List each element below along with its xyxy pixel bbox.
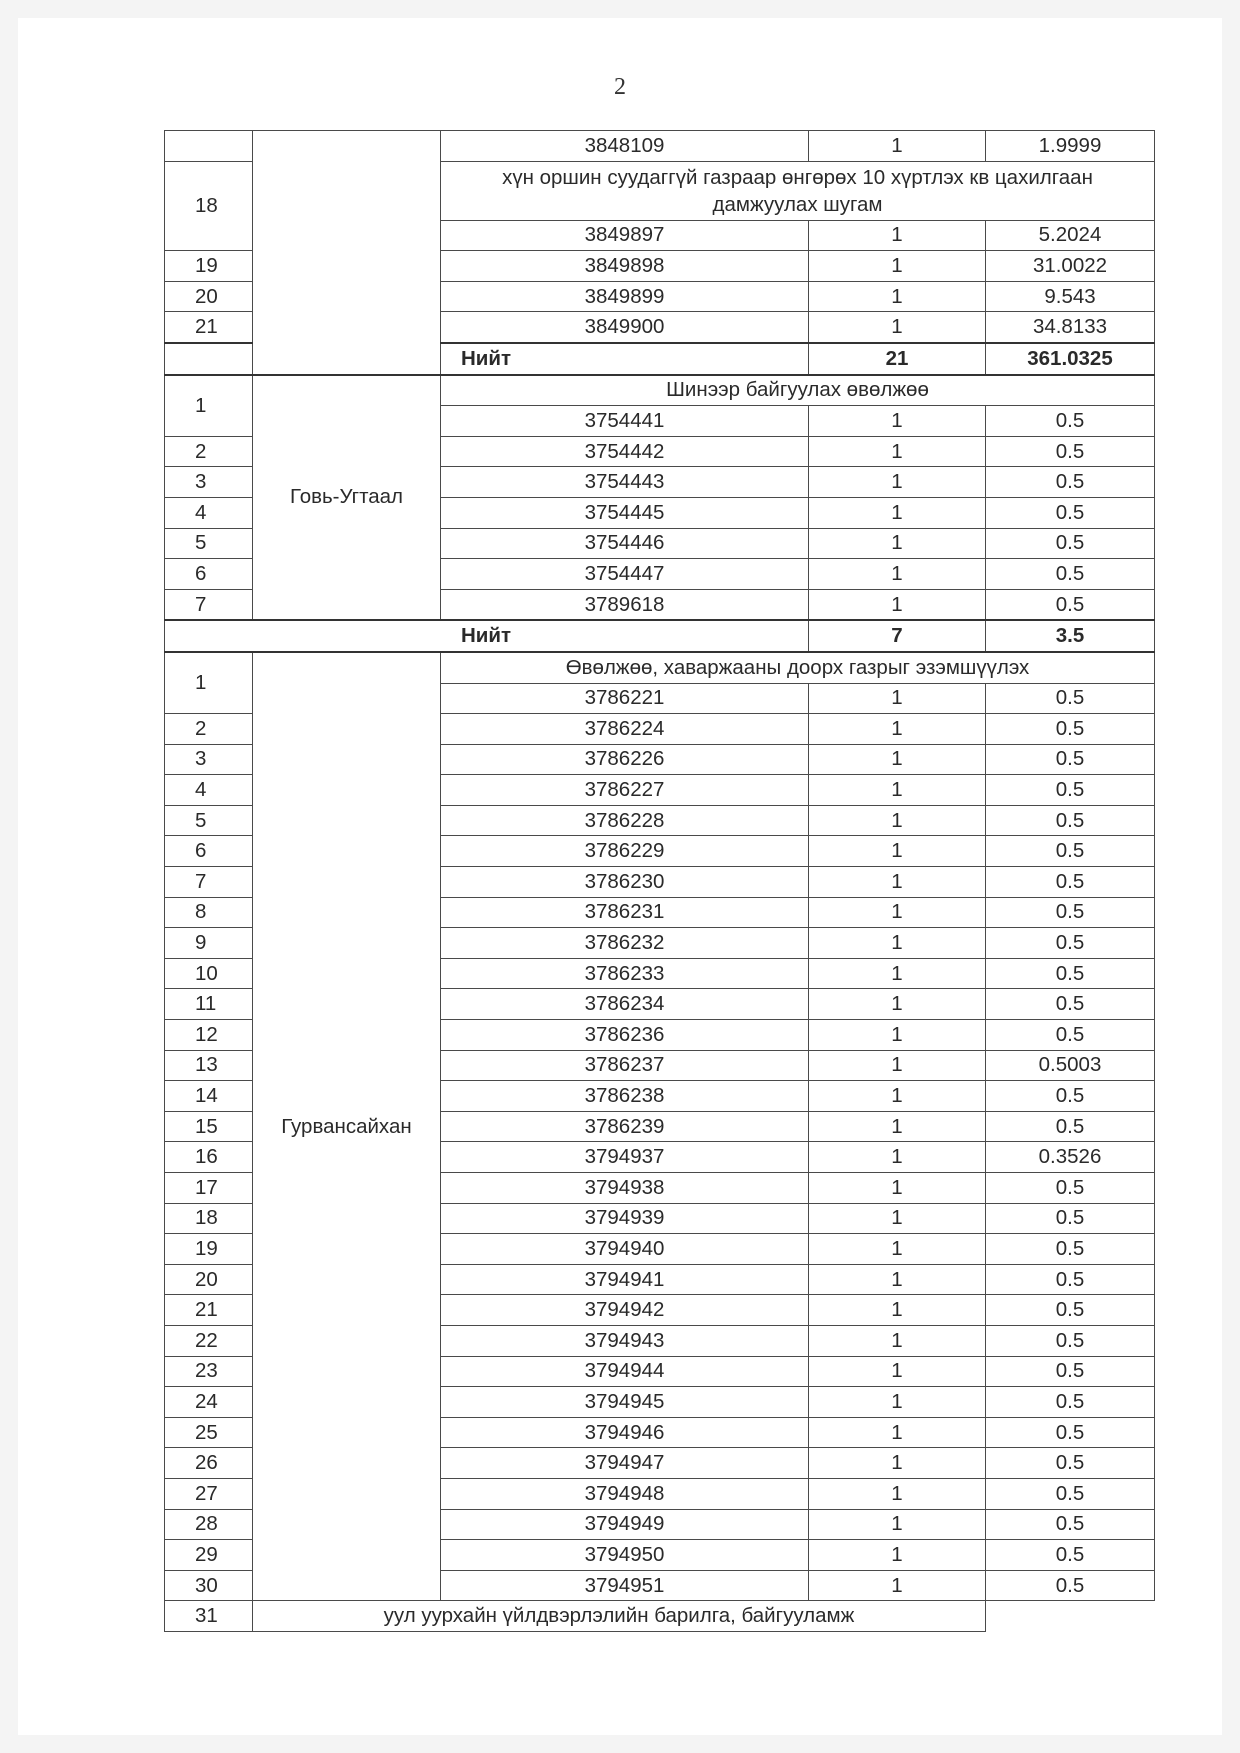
parcel-code: 3786228 — [441, 805, 809, 836]
row-number — [165, 131, 253, 162]
row-number: 15 — [165, 1111, 253, 1142]
row-number: 21 — [165, 312, 253, 343]
parcel-code: 3794938 — [441, 1173, 809, 1204]
row-number: 29 — [165, 1540, 253, 1571]
parcel-count: 1 — [809, 1050, 986, 1081]
parcel-code: 3794951 — [441, 1570, 809, 1601]
section-gobi-ugtaal — [165, 375, 1155, 621]
parcel-code: 3794950 — [441, 1540, 809, 1571]
parcel-count: 1 — [809, 1020, 986, 1051]
parcel-count: 1 — [809, 1111, 986, 1142]
row-number: 22 — [165, 1325, 253, 1356]
parcel-code: 3794942 — [441, 1295, 809, 1326]
parcel-code: 3794949 — [441, 1509, 809, 1540]
parcel-count: 1 — [809, 1540, 986, 1571]
parcel-code: 3794947 — [441, 1448, 809, 1479]
parcel-area: 0.5 — [986, 1295, 1155, 1326]
parcel-code: 3786221 — [441, 683, 809, 714]
parcel-count: 1 — [809, 836, 986, 867]
parcel-count: 1 — [809, 281, 986, 312]
parcel-code: 3786236 — [441, 1020, 809, 1051]
parcel-code: 3786230 — [441, 867, 809, 898]
parcel-area: 9.543 — [986, 281, 1155, 312]
row-number: 12 — [165, 1020, 253, 1051]
total-row — [165, 343, 1155, 375]
parcel-area: 0.5 — [986, 744, 1155, 775]
parcel-count: 1 — [809, 1173, 986, 1204]
parcel-area: 0.5 — [986, 928, 1155, 959]
parcel-count: 1 — [809, 1081, 986, 1112]
parcel-code: 3794945 — [441, 1387, 809, 1418]
parcel-count: 1 — [809, 1478, 986, 1509]
parcel-code: 3794940 — [441, 1234, 809, 1265]
parcel-code: 3754441 — [441, 406, 809, 437]
row-number: 20 — [165, 281, 253, 312]
parcel-area: 0.5 — [986, 1356, 1155, 1387]
row-number: 14 — [165, 1081, 253, 1112]
parcel-count: 1 — [809, 1325, 986, 1356]
parcel-code: 3849898 — [441, 251, 809, 282]
parcel-area: 0.5 — [986, 1173, 1155, 1204]
parcel-code: 3754445 — [441, 497, 809, 528]
parcel-count: 1 — [809, 251, 986, 282]
parcel-count: 1 — [809, 928, 986, 959]
row-number: 21 — [165, 1295, 253, 1326]
parcel-area: 0.5 — [986, 1448, 1155, 1479]
row-number: 10 — [165, 958, 253, 989]
parcel-code: 3794948 — [441, 1478, 809, 1509]
purpose-heading: Шинээр байгуулах өвөлжөө — [441, 375, 1155, 406]
parcel-count: 1 — [809, 1295, 986, 1326]
parcel-area: 0.5 — [986, 559, 1155, 590]
row-number: 8 — [165, 897, 253, 928]
parcel-count: 1 — [809, 1417, 986, 1448]
parcel-code: 3786232 — [441, 928, 809, 959]
parcel-code: 3786233 — [441, 958, 809, 989]
row-number: 5 — [165, 805, 253, 836]
parcel-count: 1 — [809, 744, 986, 775]
row-number: 3 — [165, 744, 253, 775]
total-row — [165, 620, 1155, 652]
table-row — [165, 652, 1155, 683]
parcel-area: 0.5 — [986, 528, 1155, 559]
parcel-count: 1 — [809, 589, 986, 620]
parcel-area: 5.2024 — [986, 220, 1155, 251]
parcel-count: 1 — [809, 714, 986, 745]
row-number: 19 — [165, 251, 253, 282]
land-parcel-table — [164, 130, 1155, 1632]
parcel-code: 3849900 — [441, 312, 809, 343]
parcel-area: 0.5 — [986, 1081, 1155, 1112]
total-label: Нийт — [165, 343, 809, 375]
parcel-area: 1.9999 — [986, 131, 1155, 162]
parcel-area: 0.5 — [986, 1570, 1155, 1601]
parcel-area: 0.5 — [986, 1264, 1155, 1295]
parcel-area: 0.5 — [986, 989, 1155, 1020]
parcel-area: 0.5 — [986, 1111, 1155, 1142]
row-number: 20 — [165, 1264, 253, 1295]
parcel-count: 1 — [809, 1203, 986, 1234]
row-number: 24 — [165, 1387, 253, 1418]
parcel-count: 1 — [809, 559, 986, 590]
parcel-code: 3786227 — [441, 775, 809, 806]
parcel-area: 0.5 — [986, 406, 1155, 437]
row-number: 9 — [165, 928, 253, 959]
row-number: 1 — [165, 652, 253, 714]
parcel-area: 0.5 — [986, 1234, 1155, 1265]
row-number: 13 — [165, 1050, 253, 1081]
parcel-area: 0.5 — [986, 805, 1155, 836]
parcel-area: 0.5 — [986, 467, 1155, 498]
parcel-area: 0.5 — [986, 1203, 1155, 1234]
parcel-area: 0.5 — [986, 867, 1155, 898]
parcel-code: 3794941 — [441, 1264, 809, 1295]
parcel-count: 1 — [809, 1509, 986, 1540]
purpose-heading: хүн оршин суудаггүй газраар өнгөрөх 10 хүртлэх кв цахилгаан дамжуулах шугам — [441, 161, 1155, 220]
parcel-area: 0.5 — [986, 1478, 1155, 1509]
row-number: 2 — [165, 714, 253, 745]
parcel-area: 0.5 — [986, 836, 1155, 867]
parcel-area: 0.5 — [986, 1325, 1155, 1356]
total-area: 3.5 — [986, 620, 1155, 652]
parcel-area: 0.5 — [986, 1020, 1155, 1051]
row-number: 30 — [165, 1570, 253, 1601]
row-number: 11 — [165, 989, 253, 1020]
parcel-area: 0.5 — [986, 1509, 1155, 1540]
place-name-cell — [253, 131, 441, 375]
parcel-count: 1 — [809, 1234, 986, 1265]
row-number: 4 — [165, 497, 253, 528]
row-number: 1 — [165, 375, 253, 437]
parcel-count: 1 — [809, 497, 986, 528]
row-number: 25 — [165, 1417, 253, 1448]
row-number: 19 — [165, 1234, 253, 1265]
table-row — [165, 375, 1155, 406]
parcel-area: 31.0022 — [986, 251, 1155, 282]
parcel-count: 1 — [809, 220, 986, 251]
parcel-area: 0.3526 — [986, 1142, 1155, 1173]
parcel-area: 0.5 — [986, 897, 1155, 928]
parcel-code: 3786224 — [441, 714, 809, 745]
parcel-area: 0.5 — [986, 1540, 1155, 1571]
parcel-count: 1 — [809, 312, 986, 343]
parcel-area: 0.5 — [986, 958, 1155, 989]
parcel-code: 3786229 — [441, 836, 809, 867]
total-count: 7 — [809, 620, 986, 652]
place-name: Говь-Угтаал — [253, 375, 441, 621]
parcel-count: 1 — [809, 1448, 986, 1479]
parcel-area: 34.8133 — [986, 312, 1155, 343]
parcel-code: 3786226 — [441, 744, 809, 775]
parcel-area: 0.5003 — [986, 1050, 1155, 1081]
parcel-count: 1 — [809, 805, 986, 836]
parcel-code: 3786239 — [441, 1111, 809, 1142]
parcel-count: 1 — [809, 1264, 986, 1295]
row-number: 5 — [165, 528, 253, 559]
parcel-code: 3848109 — [441, 131, 809, 162]
parcel-count: 1 — [809, 528, 986, 559]
parcel-count: 1 — [809, 131, 986, 162]
parcel-area: 0.5 — [986, 1387, 1155, 1418]
page-number: 2 — [614, 74, 626, 100]
parcel-code: 3754442 — [441, 436, 809, 467]
parcel-area: 0.5 — [986, 714, 1155, 745]
row-number: 26 — [165, 1448, 253, 1479]
parcel-code: 3794937 — [441, 1142, 809, 1173]
parcel-area: 0.5 — [986, 1417, 1155, 1448]
row-number: 6 — [165, 836, 253, 867]
parcel-code: 3786238 — [441, 1081, 809, 1112]
parcel-code: 3786234 — [441, 989, 809, 1020]
parcel-count: 1 — [809, 1356, 986, 1387]
parcel-count: 1 — [809, 775, 986, 806]
row-number: 16 — [165, 1142, 253, 1173]
parcel-area: 0.5 — [986, 436, 1155, 467]
parcel-code: 3849899 — [441, 281, 809, 312]
row-number: 18 — [165, 161, 253, 251]
parcel-count: 1 — [809, 867, 986, 898]
table-row — [165, 131, 1155, 162]
parcel-code: 3794943 — [441, 1325, 809, 1356]
row-number: 27 — [165, 1478, 253, 1509]
parcel-code: 3849897 — [441, 220, 809, 251]
parcel-count: 1 — [809, 1387, 986, 1418]
row-number: 31 — [165, 1601, 253, 1632]
parcel-area: 0.5 — [986, 589, 1155, 620]
row-number: 17 — [165, 1173, 253, 1204]
row-number: 4 — [165, 775, 253, 806]
parcel-count: 1 — [809, 897, 986, 928]
parcel-area: 0.5 — [986, 775, 1155, 806]
parcel-area: 0.5 — [986, 497, 1155, 528]
row-number: 7 — [165, 589, 253, 620]
total-count: 21 — [809, 343, 986, 375]
parcel-count: 1 — [809, 467, 986, 498]
parcel-count: 1 — [809, 1570, 986, 1601]
table-row — [165, 1601, 1155, 1632]
row-number: 6 — [165, 559, 253, 590]
parcel-code: 3786231 — [441, 897, 809, 928]
parcel-count: 1 — [809, 1142, 986, 1173]
parcel-count: 1 — [809, 406, 986, 437]
parcel-count: 1 — [809, 989, 986, 1020]
purpose-heading: уул уурхайн үйлдвэрлэлийн барилга, байгууламж — [253, 1601, 986, 1632]
parcel-code: 3754443 — [441, 467, 809, 498]
parcel-code: 3789618 — [441, 589, 809, 620]
row-number: 23 — [165, 1356, 253, 1387]
row-number: 28 — [165, 1509, 253, 1540]
row-number: 3 — [165, 467, 253, 498]
parcel-code: 3794946 — [441, 1417, 809, 1448]
row-number: 2 — [165, 436, 253, 467]
parcel-code: 3786237 — [441, 1050, 809, 1081]
parcel-code: 3794944 — [441, 1356, 809, 1387]
total-area: 361.0325 — [986, 343, 1155, 375]
parcel-code: 3754447 — [441, 559, 809, 590]
parcel-code: 3754446 — [441, 528, 809, 559]
parcel-count: 1 — [809, 683, 986, 714]
parcel-count: 1 — [809, 436, 986, 467]
row-number: 18 — [165, 1203, 253, 1234]
parcel-area: 0.5 — [986, 683, 1155, 714]
total-label: Нийт — [165, 620, 809, 652]
section-gurvansaikhan — [165, 652, 1155, 1601]
row-number: 7 — [165, 867, 253, 898]
parcel-count: 1 — [809, 958, 986, 989]
purpose-heading: Өвөлжөө, хаваржааны доорх газрыг эзэмшүүлэх — [441, 652, 1155, 683]
place-name: Гурвансайхан — [253, 652, 441, 1601]
parcel-code: 3794939 — [441, 1203, 809, 1234]
